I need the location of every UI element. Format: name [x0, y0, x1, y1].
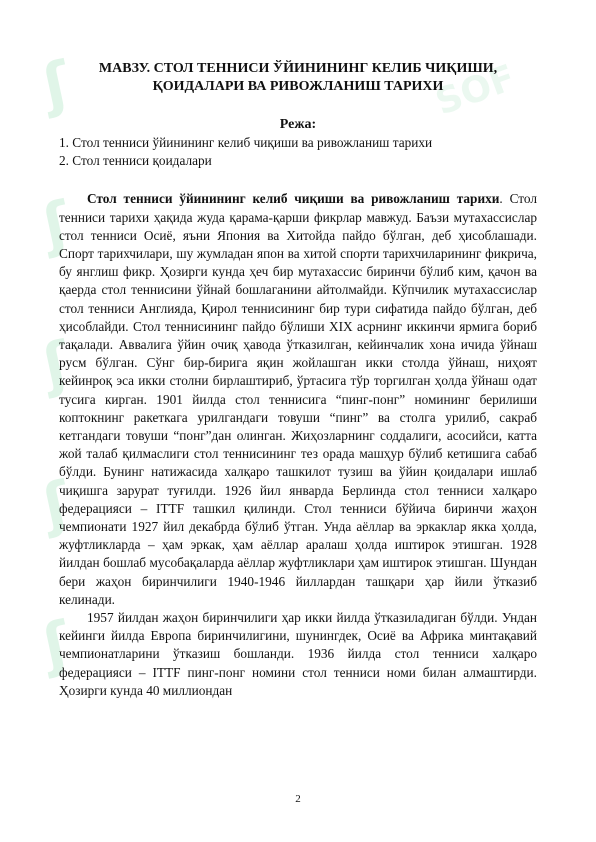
watermark-glyph: ʃ — [37, 328, 75, 400]
watermark-glyph: ʃ — [37, 608, 75, 680]
plan-heading: Режа: — [279, 117, 317, 132]
paragraph-history-heading: Стол тенниси ўйинининг келиб чиқиши ва ривожланиш тарихи — [87, 191, 500, 207]
plan-list — [59, 134, 537, 170]
page-number: 2 — [295, 793, 301, 805]
watermark-glyph: ʃ — [37, 468, 75, 540]
title-line-1: МАВЗУ. СТОЛ ТЕННИСИ ЎЙИНИНИНГ КЕЛИБ ЧИҚИШИ, — [98, 61, 498, 76]
title-line-2: ҚОИДАЛАРИ ВА РИВОЖЛАНИШ ТАРИХИ — [152, 79, 444, 94]
document-title — [59, 60, 537, 96]
plan-item: 1. Стол тенниси ўйинининг келиб чиқиши ва ривожланиш тарихи — [59, 135, 433, 150]
paragraph-championships: 1957 йилдан жаҳон биринчилиги ҳар икки йилда ўтказиладиган бўлди. Ундан кейинги йилда Европа биринчилигини, шунингдек, Осиё ва Африка минтақавий чемпионатларини ўтказиш бошланди. 1936 йилда стол тенниси халқаро федерацияси – ITTF пинг-понг номини стол тенниси номи билан алмаштирди. Ҳозирги кунда 40 миллиондан — [59, 610, 537, 698]
paragraph-history — [59, 190, 537, 609]
watermark-glyph: ʃ — [37, 48, 75, 120]
paragraph-history-body: . Стол тенниси тарихи ҳақида жуда қарама-қарши фикрлар мавжуд. Баъзи мутахассислар стол тенниси Осиё, яъни Япония ва Хитойда пайдо бўлган, деб ҳисоблашади. Спорт тарихчилари, шу жумладан япон ва хитой спорти тарихчиларининг фикрича, бу янглиш фикр. Ҳозирги кунда ҳеч бир мутахассис биринчи бўлиб ким, қачон ва қаерда стол теннисини ўйнай бошлаганини айтолмайди. Кўпчилик мутахассислар стол тенниси Англияда, Қирол теннисининг бир тури сифатида пайдо бўлган, деб ҳисоблайди. Стол теннисининг пайдо бўлиши XIX асрнинг иккинчи ярмига бориб тақалади. Аввалига ўйин очиқ ҳавода ўтказилган, кейинчалик хона ичида ўйнаш русм бўлган. Сўнг бир-бирига яқин жойлашган икки столда ўйнаш, ниҳоят кейинроқ эса икки столни бирлаштириб, ўртасига тўр торгилган ҳолда ўйнаш одат тусига кирган. 1901 йилда стол теннисига “пинг-понг” номининг берилиши коптокнинг ракеткага урилгандаги товуши “пинг” ва столга урилиб, сакраб кетгандаги товуши “понг”дан олинган. Жиҳозларнинг соддалиги, асосийси, катта жой талаб қилмаслиги стол теннисининг тез орада машҳур бўлиб кетишига сабаб бўлди. Бунинг натижасида халқаро ташкилот тузиш ва ўйин қоидалари ишлаб чиқишга зарурат туғилди. 1926 йил январда Берлинда стол тенниси халқаро федерацияси – ITTF ташкил қилинди. Стол тенниси бўйича биринчи жаҳон чемпионати 1927 йил декабрда бўлиб ўтган. Унда аёллар ва эркаклар якка ҳолда, жуфтликларда – ҳам эркак, ҳам аёллар аралаш ҳолда иштирок этишган. 1928 йилдан бошлаб мусобақаларда аёллар жуфтликлари ҳам иштирок этишган. Шундан бери жаҳон биринчилиги 1940-1946 йиллардан ташқари ҳар йили ўтказиб келинади. — [59, 191, 538, 607]
watermark-word: SOF — [430, 57, 521, 124]
plan-item: 2. Стол тенниси қоидалари — [59, 153, 212, 169]
watermark-glyph: ʃ — [37, 188, 75, 260]
document-page — [59, 60, 537, 700]
